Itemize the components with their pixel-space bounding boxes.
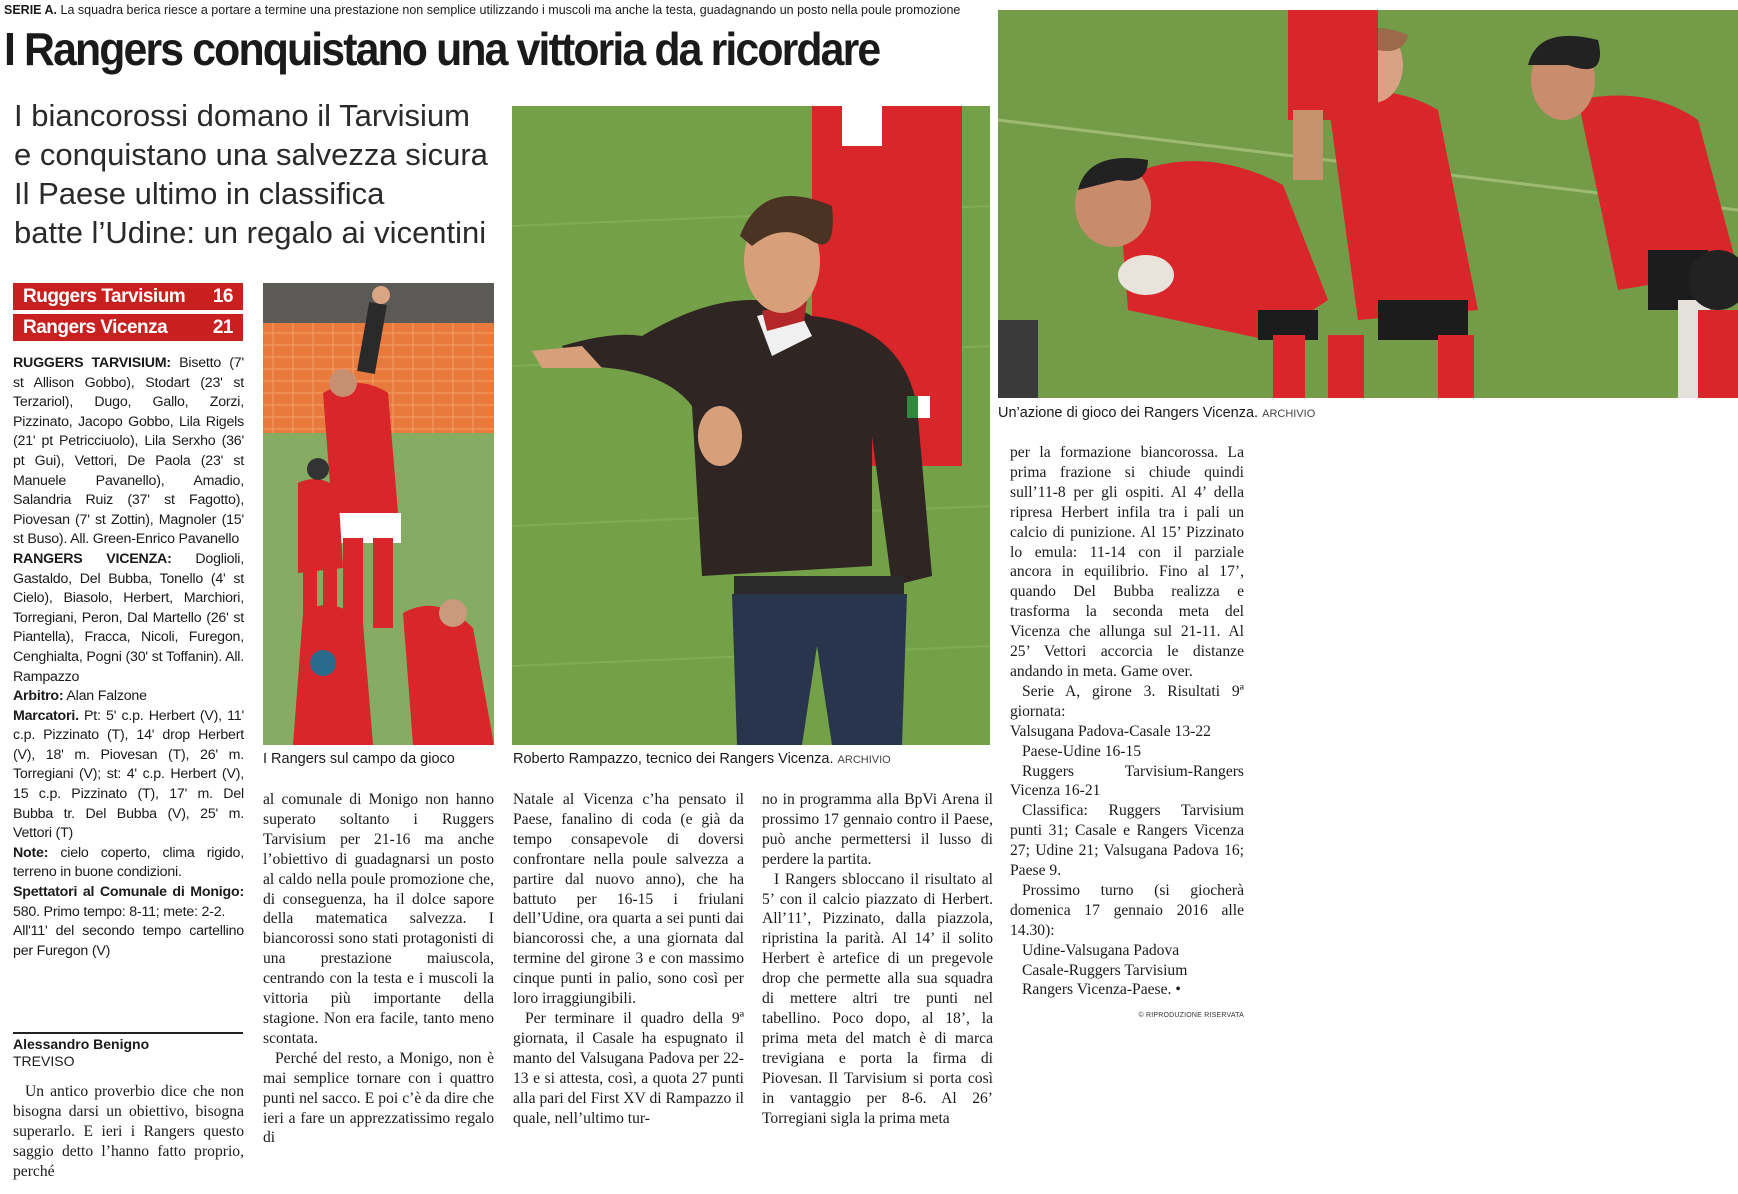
action-caption-source: ARCHIVIO bbox=[1262, 408, 1316, 420]
body-paragraph: I Rangers sbloccano il risultato al 5’ con il calcio piazzato di Herbert. All’11’, Pizzinato, dalla piazzola, ripristina la parità. Al 14’ il solito Herbert è artefice di un pregevole drop che permette alla sua squadra di mettere altri tre punti nel tabellino. Poco dopo, al 18’, la prima meta del match è di marca trevigiana e porta la firma di Piovesan. Il Tarvisium si porta così in vantaggio per 8-6. Al 26’ Torregiani sigla la prima meta bbox=[762, 870, 993, 1127]
coach-caption bbox=[513, 750, 891, 769]
result-line: Paese-Udine 16-15 bbox=[1022, 742, 1142, 760]
kicker bbox=[4, 2, 994, 18]
deck bbox=[14, 96, 504, 252]
tabellino bbox=[13, 354, 244, 961]
results-intro: Serie A, girone 3. Risultati 9ª giornata: bbox=[1010, 682, 1244, 720]
marcatori-label: Marcatori. bbox=[13, 707, 79, 724]
action-photo bbox=[998, 10, 1738, 398]
deck-line: I biancorossi domano il Tarvisium bbox=[14, 98, 471, 133]
marcatori-text: Pt: 5' c.p. Herbert (V), 11' c.p. Pizzinato (T), 14' drop Herbert (V), 18' m. Piovesan (T), 26' m. Torregiani (V); st: 4' c.p. Herbert (V), 15 c.p. Pizzinato (T), 17' m. Del Bubba tr. Del Bubba (V), 25' m. Vettori (T) bbox=[13, 707, 244, 842]
score-points: 16 bbox=[212, 286, 233, 307]
note-text: cielo coperto, clima rigido, terreno in buone condizioni. bbox=[13, 844, 244, 881]
prossimo-turno: Prossimo turno (si giocherà domenica 17 gennaio 2016 alle 14.30): bbox=[1010, 881, 1244, 939]
body-paragraph: Natale al Vicenza c’ha pensato il Paese, fanalino di coda (e già da tempo consapevole di doversi confrontare nella poule salvezza a partire dal nuovo anno), che ha battuto per 16-15 i friulani dell’Udine, ora quarta a sei punti dai biancorossi che, a una giornata dal termine del girone 3 e con massimo cinque punti in palio, sono così per loro irraggiungibili. bbox=[513, 791, 744, 1008]
note-label: Note: bbox=[13, 844, 49, 861]
copyright-notice: © RIPRODUZIONE RISERVATA bbox=[1138, 1012, 1244, 1020]
score-box-away bbox=[13, 314, 243, 341]
score-team: Rangers Vicenza bbox=[23, 317, 168, 338]
end-mark: • bbox=[1175, 981, 1181, 999]
coach-caption-text: Roberto Rampazzo, tecnico dei Rangers Vicenza. bbox=[513, 751, 834, 767]
spettatori-text: 580. Primo tempo: 8-11; mete: 2-2. bbox=[13, 903, 226, 920]
cartellino-text: All'11' del secondo tempo cartellino per Furegon (V) bbox=[13, 923, 244, 959]
deck-line: batte l’Udine: un regalo ai vicentini bbox=[14, 215, 487, 250]
action-caption-text: Un’azione di gioco dei Rangers Vicenza. bbox=[998, 405, 1259, 421]
lineout-photo bbox=[263, 283, 494, 745]
body-paragraph: Perché del resto, a Monigo, non è mai semplice tornare con i quattro punti nel sacco. E poi c’è da dire che ieri a fare un apprezzatissimo regalo di bbox=[263, 1049, 494, 1147]
body-column-4 bbox=[762, 790, 993, 1128]
spettatori-label: Spettatori al Comunale di Monigo: bbox=[13, 884, 244, 901]
action-caption bbox=[998, 404, 1315, 423]
classifica: Classifica: Ruggers Tarvisium punti 31; Casale e Rangers Vicenza 27; Udine 21; Valsugana Padova 16; Paese 9. bbox=[1010, 802, 1244, 880]
result-line: Valsugana Padova-Casale 13-22 bbox=[1010, 722, 1211, 740]
deck-line: e conquistano una salvezza sicura bbox=[14, 137, 488, 172]
score-box-home bbox=[13, 283, 243, 310]
body-column-1 bbox=[13, 1082, 244, 1182]
result-line: Ruggers Tarvisium-Rangers Vicenza 16-21 bbox=[1010, 762, 1244, 800]
lineout-caption: I Rangers sul campo da gioco bbox=[263, 751, 455, 767]
arbitro-text: Alan Falzone bbox=[66, 688, 147, 705]
tarvisium-lineup: Bisetto (7' st Allison Gobbo), Stodart (23' st Terzariol), Dugo, Gallo, Zorzi, Pizzinato, Jacopo Gobbo, Lila Rigels (21' pt Petricciuolo), Lila Serxho (36' pt Gui), Vettori, De Paola (23' st Manuele Pavanello), Amadio, Salandria Ruiz (37' st Fagotto), Piovesan (7' st Zottin), Magnoler (15' st Buso). All. Green-Enrico Pavanello bbox=[13, 355, 244, 548]
arbitro-label: Arbitro: bbox=[13, 688, 64, 705]
body-paragraph: Un antico proverbio dice che non bisogna darsi un obiettivo, bisogna superarlo. E ieri i Rangers questo saggio detto l’hanno fatto proprio, perché bbox=[13, 1083, 244, 1180]
body-paragraph: per la formazione biancorossa. La prima frazione si chiude quindi sull’11-8 per gli ospiti. Al 4’ della ripresa Herbert infila tra i pali un calcio di punizione. Al 15’ Pizzinato lo emula: 11-14 con il parziale ancora in equilibrio. Fino al 17’, quando Del Bubba realizza e trasforma la seconda meta del Vicenza che allunga sul 21-11. Al 25’ Vettori accorcia le distanze andando in meta. Game over. bbox=[1010, 444, 1244, 680]
body-column-5 bbox=[1010, 443, 1244, 1026]
headline: I Rangers conquistano una vittoria da ricordare bbox=[4, 23, 880, 75]
kicker-section: SERIE A. bbox=[4, 3, 58, 17]
fixture-line bbox=[1010, 980, 1244, 1000]
deck-line: Il Paese ultimo in classifica bbox=[14, 176, 385, 211]
body-paragraph: al comunale di Monigo non hanno superato soltanto i Ruggers Tarvisium per 21-16 ma anche l’obiettivo di guadagnarsi un posto al caldo nella poule promozione che, di conseguenza, ha il dolce sapore della matematica salvezza. I biancorossi sono stati protagonisti di una prestazione maiuscola, centrando con la testa e i muscoli la vittoria più importante della stagione. Non era facile, tanto meno scontata. bbox=[263, 791, 494, 1047]
coach-caption-source: ARCHIVIO bbox=[837, 754, 891, 766]
vicenza-lineup: Doglioli, Gastaldo, Del Bubba, Tonello (4' st Cielo), Biasolo, Herbert, Marchiori, Torregiani, Peron, Dal Martello (26' st Piantella), Fracca, Nicoli, Furegon, Cenghialta, Pogni (30' st Toffanin). All. Rampazzo bbox=[13, 550, 244, 685]
score-team: Ruggers Tarvisium bbox=[23, 286, 186, 307]
kicker-text: La squadra berica riesce a portare a termine una prestazione non semplice utilizzando i muscoli ma anche la testa, guadagnando un posto nella poule promozione bbox=[60, 3, 961, 17]
score-points: 21 bbox=[212, 317, 233, 338]
byline-place: TREVISO bbox=[13, 1053, 75, 1069]
tarvisium-label: RUGGERS TARVISIUM: bbox=[13, 355, 171, 371]
fixture-text: Rangers Vicenza-Paese. bbox=[1022, 981, 1172, 999]
byline-name: Alessandro Benigno bbox=[13, 1036, 150, 1052]
coach-photo bbox=[512, 106, 990, 745]
body-column-2 bbox=[263, 790, 494, 1148]
body-paragraph: no in programma alla BpVi Arena il prossimo 17 gennaio contro il Paese, può anche permettersi il lusso di perdere la partita. bbox=[762, 791, 993, 868]
vicenza-label: RANGERS VICENZA: bbox=[13, 550, 172, 567]
byline bbox=[13, 1032, 243, 1070]
body-paragraph: Per terminare il quadro della 9ª giornata, il Casale ha espugnato il manto del Valsugana Padova per 22-13 e si attesta, così, a quota 27 punti alla pari del First XV di Rampazzo il quale, nell’ultimo tur- bbox=[513, 1009, 744, 1127]
fixture-line: Udine-Valsugana Padova bbox=[1022, 941, 1180, 959]
body-column-3 bbox=[513, 790, 744, 1128]
fixture-line: Casale-Ruggers Tarvisium bbox=[1022, 961, 1188, 979]
